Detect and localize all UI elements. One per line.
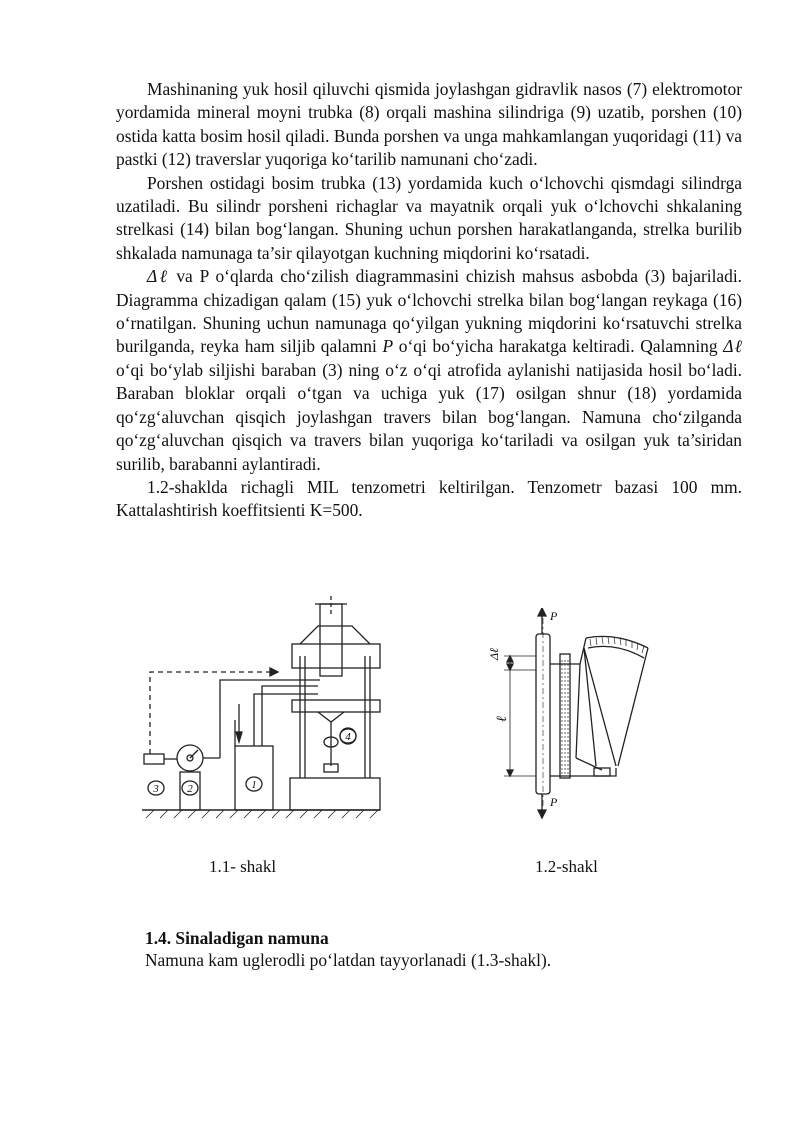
paragraph-4: 1.2-shaklda richagli MIL tenzometri keltirilgan. Tenzometr bazasi 100 mm. Kattalashtirish koeffitsienti K=500. bbox=[116, 476, 742, 521]
figure-1-2-tensometer bbox=[476, 608, 656, 826]
paragraph-3 bbox=[116, 265, 742, 476]
paragraph-1: Mashinaning yuk hosil qiluvchi qismida joylashgan gidravlik nasos (7) elektromotor yordamida mineral moyni trubka (8) orqali mashina silindriga (9) uzatib, porshen (10) ostida katta bosim hosil qiladi. Bunda porshen va unga mahkamlangan yuqoridagi (11) va pastki (12) traverslar yuqoriga ko‘tarilib namunani cho‘zadi. bbox=[116, 79, 742, 170]
section-text: Namuna kam uglerodli po‘latdan tayyorlanadi (1.3-shakl). bbox=[145, 950, 552, 970]
label-p-top: P bbox=[550, 609, 558, 623]
label-3: 3 bbox=[153, 783, 159, 795]
delta-l-symbol: Δℓ bbox=[147, 266, 170, 287]
paragraph-2: Porshen ostidagi bosim trubka (13) yordamida kuch o‘lchovchi qismdagi silindrga uzatiladi. Bu silindr porsheni richaglar va mayatnik orqali yuk o‘lchovchi shkalaning strelkasi (14) bilan bog‘langan. Shuning uchun porshen harakatlanganda, strelka burilib shkalada namunaga ta’sir qilayotgan kuchning miqdorini ko‘rsatadi. bbox=[116, 172, 742, 263]
body-text bbox=[116, 78, 742, 523]
delta-l-symbol-2: Δℓ bbox=[723, 336, 743, 357]
paragraph-3-part-c: o‘qi bo‘ylab siljishi baraban (3) ning o‘z o‘qi atrofida aylanishi natijasida hosil bo‘ladi. Baraban bloklar orqali o‘tgan va uchiga yuk (17) osilgan shnur (18) yordamida qo‘zg‘aluvchan qisqich joylashgan travers bilan bog‘langan. Namuna cho‘zilganda qo‘zg‘aluvchan qisqich va travers bilan yuqoriga ko‘tariladi va osilgan yuk ta’siridan surilib, barabanni aylantiradi. bbox=[116, 359, 742, 474]
label-p-bottom: P bbox=[550, 795, 558, 809]
paragraph-3-part-a: va P o‘qlarda cho‘zilish diagrammasini chizish mahsus asbobda (3) bajariladi. Diagramma chizadigan qalam (15) yuk o‘lchovchi strelka bilan bog‘langan reykaga (16) o‘rnatilgan. Shuning uchun namunaga qo‘yilgan yukning miqdorini ko‘rsatuvchi strelka burilganda, reyka ham siljib qalamni bbox=[116, 266, 742, 357]
figure-1-1-machine bbox=[140, 596, 400, 826]
p-axis-symbol: P bbox=[382, 336, 394, 357]
label-2: 2 bbox=[187, 783, 193, 795]
paragraph-3-part-b: o‘qi bo‘yicha harakatga keltiradi. Qalamning bbox=[393, 336, 724, 357]
figure-1-1-caption: 1.1- shakl bbox=[209, 857, 277, 876]
label-l: ℓ bbox=[495, 716, 510, 722]
figure-1-2-caption: 1.2-shakl bbox=[535, 857, 598, 876]
section-heading: 1.4. Sinaladigan namuna bbox=[145, 928, 329, 948]
label-4: 4 bbox=[345, 731, 351, 743]
label-1: 1 bbox=[251, 779, 257, 791]
label-delta-l: Δℓ bbox=[487, 647, 501, 660]
